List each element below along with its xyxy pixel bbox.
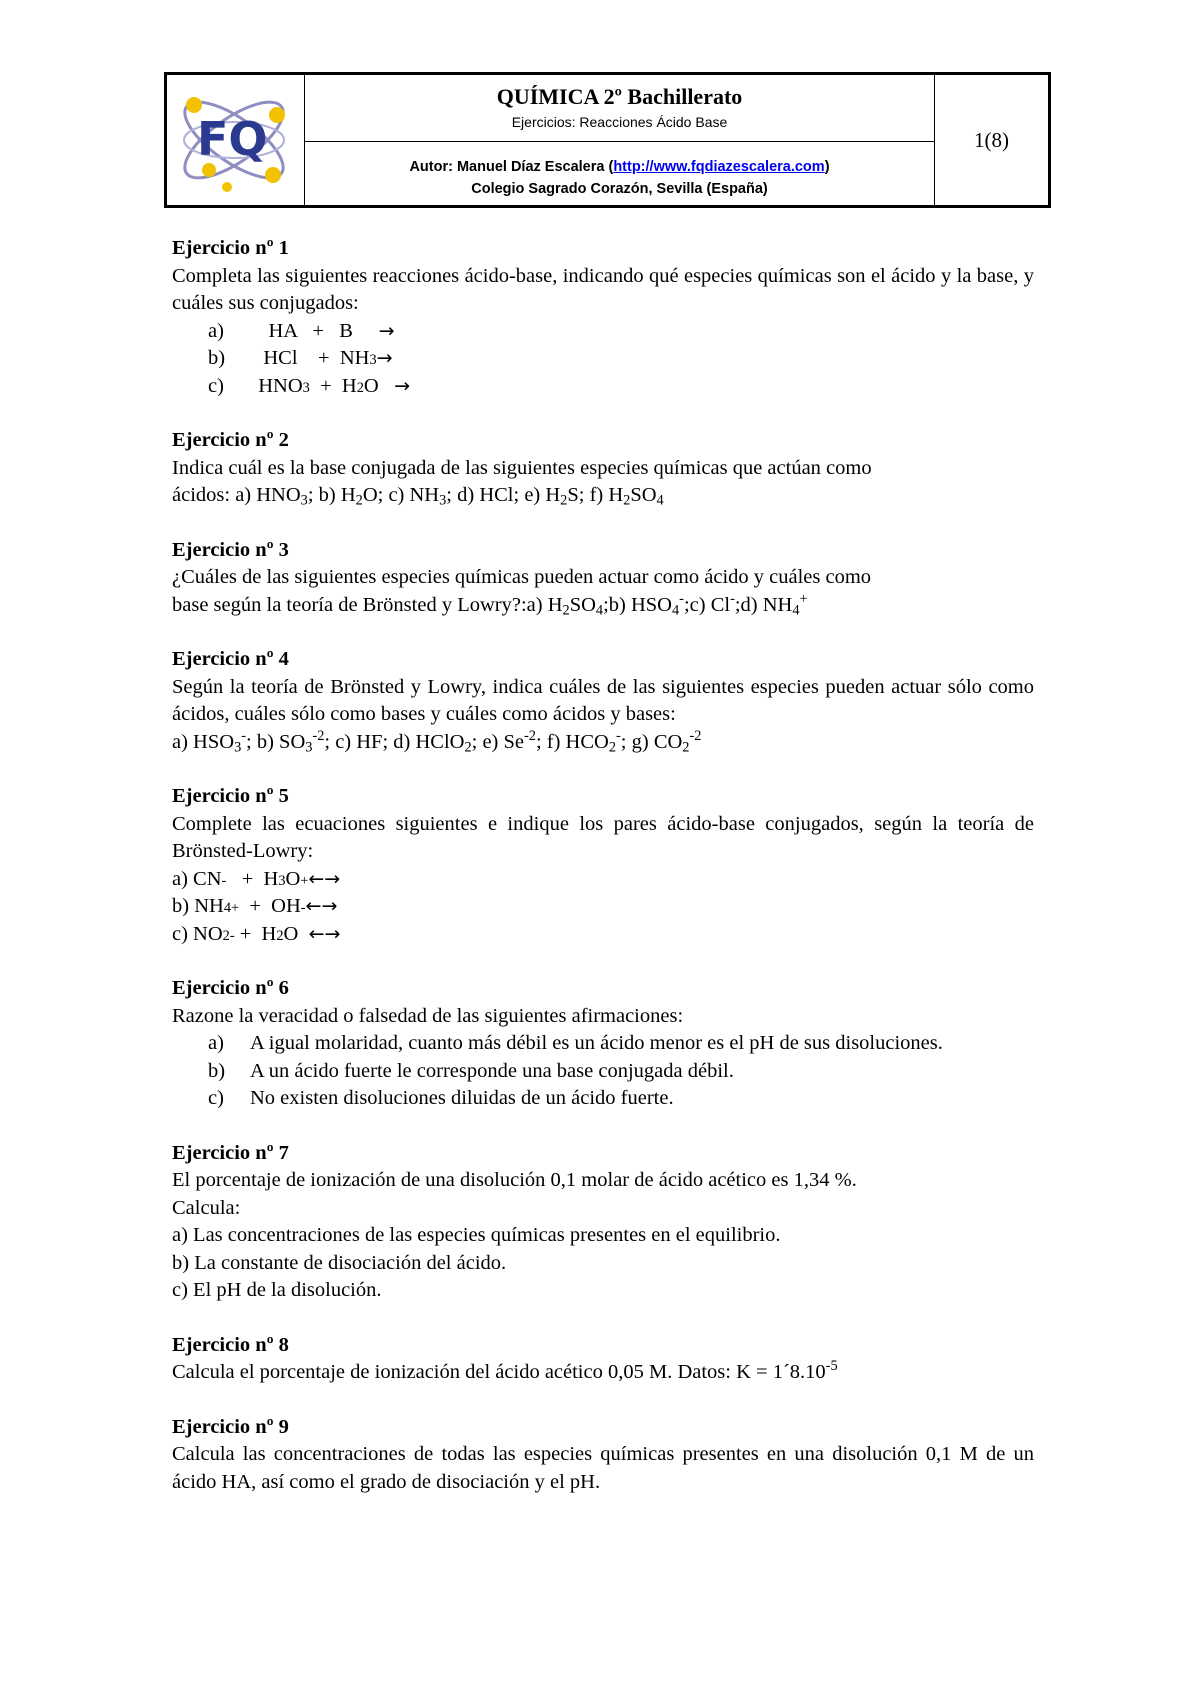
author-website-link[interactable]: http://www.fqdiazescalera.com: [613, 159, 825, 175]
header-middle: [305, 75, 935, 205]
exercise-9: [172, 1414, 1034, 1497]
header-author-cell: [305, 142, 934, 205]
exercise-5: [172, 783, 1034, 948]
statement-a: a) A igual molaridad, cuanto más débil es un ácido menor es el pH de sus disoluciones.: [208, 1032, 943, 1054]
question-c: c) El pH de la disolución.: [172, 1279, 382, 1301]
exercise-title: Ejercicio nº 7: [172, 1141, 289, 1164]
exercise-text: Complete las ecuaciones siguientes e indique los pares ácido-base conjugados, según la teoría de Brönsted-Lowry:: [172, 812, 1034, 862]
arrow-icon: →: [394, 374, 410, 397]
reaction-a: a) HA + B →: [172, 318, 1034, 346]
arrow-icon: →: [378, 319, 395, 342]
exercise-title: Ejercicio nº 9: [172, 1415, 289, 1438]
double-arrow-icon: ←→: [308, 867, 341, 890]
author-line: Autor: Manuel Díaz Escalera (http://www.fqdiazescalera.com): [409, 159, 830, 175]
atom-logo-icon: [167, 75, 301, 205]
course-title: QUÍMICA 2º Bachillerato: [496, 84, 743, 109]
exercise-title: Ejercicio nº 6: [172, 977, 289, 999]
exercise-text-2: Calcula:: [172, 1196, 241, 1219]
statement-b: b) A un ácido fuerte le corresponde una base conjugada débil.: [208, 1059, 734, 1082]
species-list: a) $HSO_3^-$; b) $SO_3^{-2}$; c) HF; d) HClO$_2$; e) $Se^{-2}$; f) $HCO_2^-$; g) $CO_2^{-2}$: [172, 727, 702, 756]
header-table: [164, 72, 1051, 208]
exercise-text: Completa las siguientes reacciones ácido-base, indicando qué especies químicas son el ácido y la base, y cuáles sus conjugados:: [172, 264, 1034, 314]
exercise-title: Ejercicio nº 4: [172, 648, 289, 670]
exercise-text: Calcula las concentraciones de todas las especies químicas presentes en una disolución 0,1 M de un ácido HA, así como el grado de disociación y el pH.: [172, 1443, 1034, 1493]
exercise-2: [172, 427, 1034, 510]
exercise-title: Ejercicio nº 5: [172, 785, 289, 807]
question-a: a) Las concentraciones de las especies químicas presentes en el equilibrio.: [172, 1224, 781, 1246]
exercise-text: ¿Cuáles de las siguientes especies químicas pueden actuar como ácido y cuáles como: [172, 566, 872, 588]
arrow-icon: →: [376, 347, 393, 369]
page-number: 1(8): [974, 127, 1009, 152]
svg-text:FQ: FQ: [197, 112, 268, 166]
exercise-title: Ejercicio nº 2: [172, 429, 289, 451]
reaction-a: a) CN - + H 3 O + ←→: [172, 866, 1034, 894]
exercise-1: [172, 235, 1034, 400]
exercise-3: [172, 537, 1034, 620]
reaction-b: b) HCl + NH 3 →: [172, 345, 1034, 373]
exercise-text: Razone la veracidad o falsedad de las siguientes afirmaciones:: [172, 1004, 684, 1027]
statement-c: c) No existen disoluciones diluidas de un ácido fuerte.: [208, 1087, 674, 1109]
question-b: b) La constante de disociación del ácido.: [172, 1251, 507, 1274]
exercise-text: Calcula el porcentaje de ionización del ácido acético 0,05 M. Datos: $K = 1´8.10^{-5}$: [172, 1358, 838, 1383]
exercise-4: [172, 646, 1034, 756]
exercise-7: [172, 1140, 1034, 1305]
exercise-text: Según la teoría de Brönsted y Lowry, indica cuáles de las siguientes especies pueden actuar sólo como ácidos, cuáles sólo como bases y cuáles como ácidos y bases:: [172, 675, 1034, 725]
logo: [167, 75, 305, 205]
species-list: base según la teoría de Brönsted y Lowry?:a) $H_2SO_4;b$) $HSO_4^-;c$) Cl-;d) $NH_4^+$: [172, 590, 808, 619]
exercise-6: [172, 975, 1034, 1113]
species-list: ácidos: a) $HNO_3$; b) $H_2O$; c) $NH_3$; d) HCl; e) $H_2S$; f) $H_2SO_4$: [172, 484, 664, 509]
header-title-cell: [305, 75, 934, 142]
double-arrow-icon: ←→: [308, 922, 341, 945]
reaction-c: c) HNO 3 + H 2 O →: [172, 373, 1034, 401]
worksheet-subtitle: Ejercicios: Reacciones Ácido Base: [511, 114, 728, 130]
reaction-c: c) NO 2 - + H 2 O ←→: [172, 921, 1034, 949]
exercise-8: [172, 1332, 1034, 1387]
exercise-title: Ejercicio nº 1: [172, 237, 289, 259]
exercise-list: [172, 235, 1034, 1523]
exercise-title: Ejercicio nº 3: [172, 538, 289, 561]
exercise-text: Indica cuál es la base conjugada de las siguientes especies químicas que actúan como: [172, 456, 872, 479]
reaction-b: b) NH 4 + + OH - ←→: [172, 893, 1034, 921]
school-line: Colegio Sagrado Corazón, Sevilla (España): [471, 181, 768, 197]
exercise-title: Ejercicio nº 8: [172, 1333, 289, 1356]
exercise-text: El porcentaje de ionización de una disolución 0,1 molar de ácido acético es 1,34 %.: [172, 1169, 857, 1191]
double-arrow-icon: ←→: [305, 895, 338, 917]
